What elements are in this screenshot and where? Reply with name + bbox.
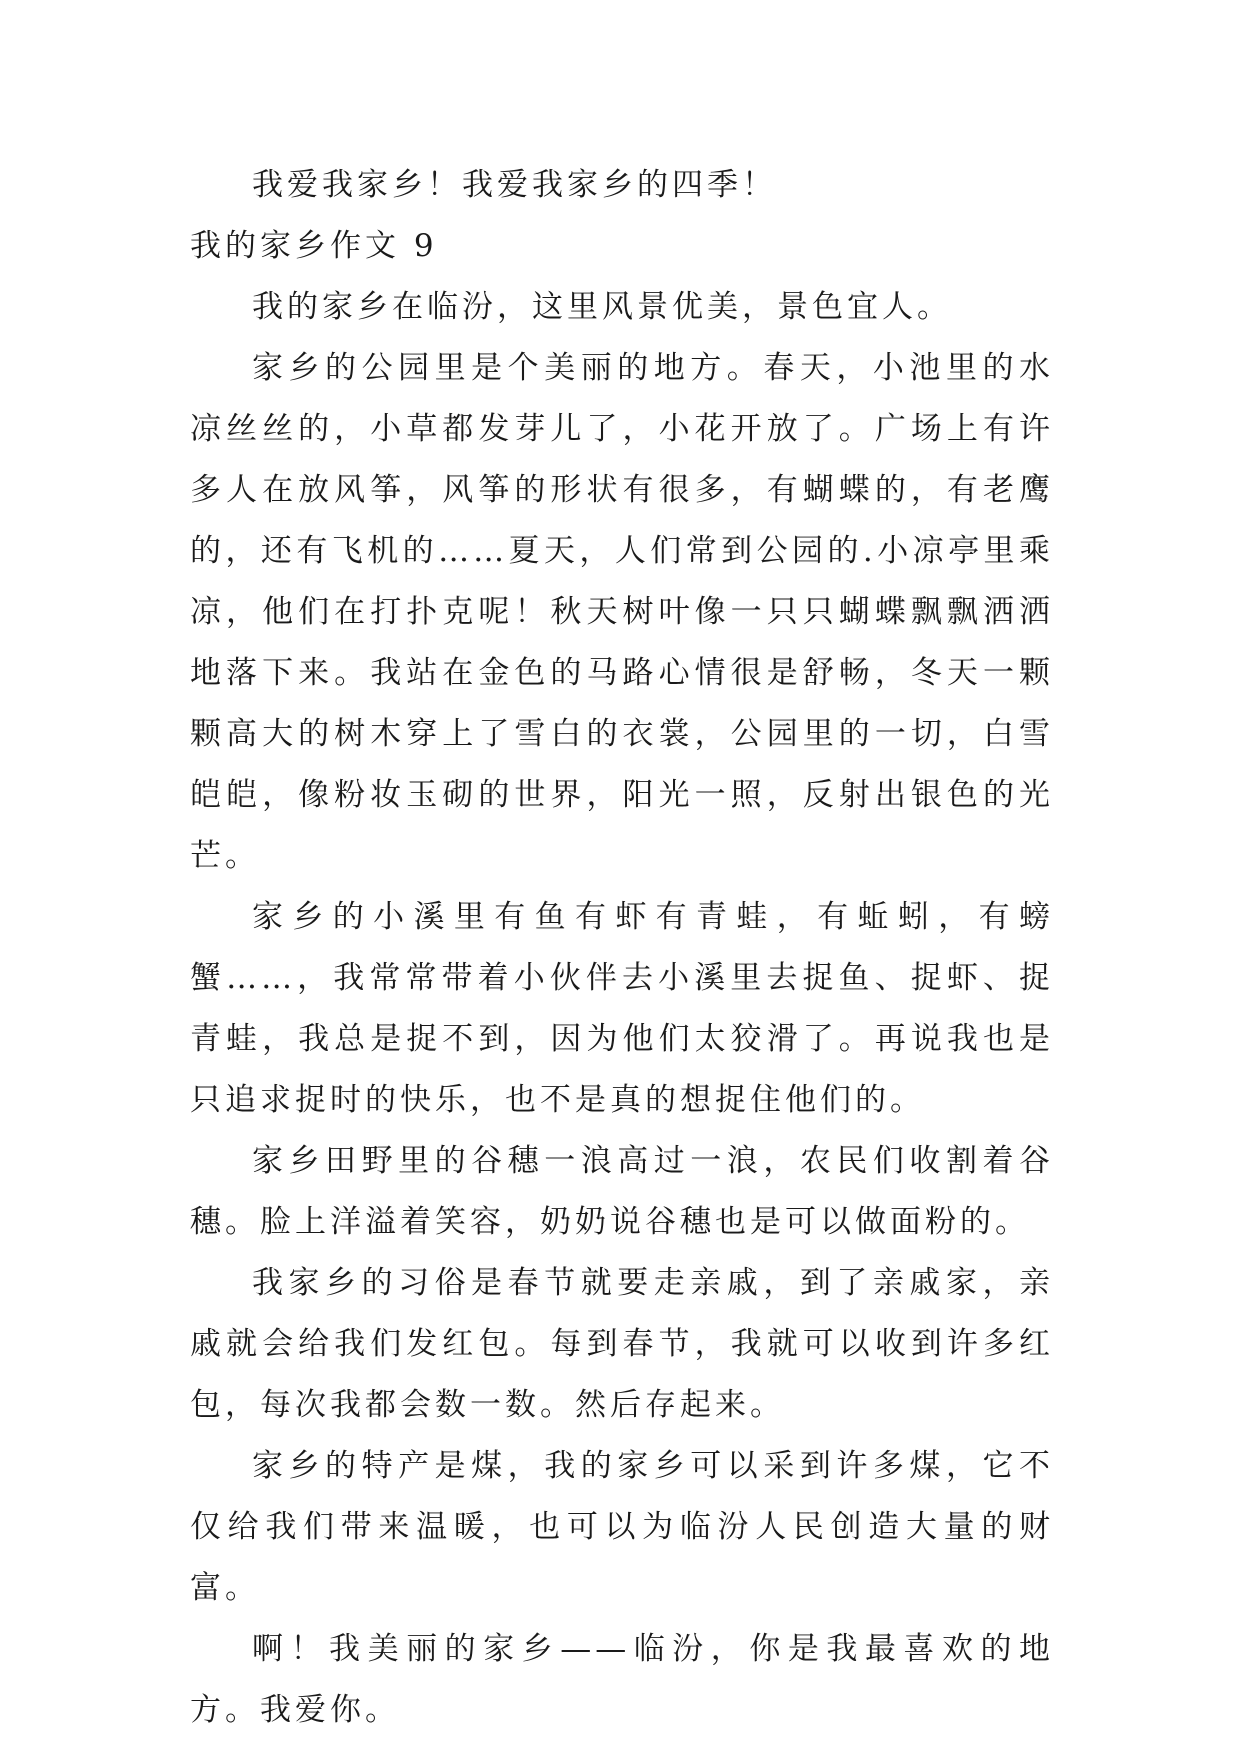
paragraph: 家乡的公园里是个美丽的地方。春天，小池里的水凉丝丝的，小草都发芽儿了，小花开放了。广场上有许多人在放风筝，风筝的形状有很多，有蝴蝶的，有老鹰的，还有飞机的……夏天，人们常到公园的.小凉亭里乘凉，他们在打扑克呢！秋天树叶像一只只蝴蝶飘飘洒洒地落下来。我站在金色的马路心情很是舒畅，冬天一颗颗高大的树木穿上了雪白的衣裳，公园里的一切，白雪皑皑，像粉妆玉砌的世界，阳光一照，反射出银色的光芒。 xyxy=(190,350,1054,874)
essay-heading: 我的家乡作文 9 xyxy=(190,228,438,264)
paragraph: 家乡田野里的谷穗一浪高过一浪，农民们收割着谷穗。脸上洋溢着笑容，奶奶说谷穗也是可以做面粉的。 xyxy=(190,1143,1054,1240)
document-body xyxy=(190,155,1054,1741)
paragraph: 家乡的小溪里有鱼有虾有青蛙，有蚯蚓，有螃蟹……，我常常带着小伙伴去小溪里去捉鱼、捉虾、捉青蛙，我总是捉不到，因为他们太狡滑了。再说我也是只追求捉时的快乐，也不是真的想捉住他们的。 xyxy=(190,899,1054,1118)
paragraph: 我的家乡在临汾，这里风景优美，景色宜人。 xyxy=(252,289,952,325)
paragraph: 啊！我美丽的家乡——临汾，你是我最喜欢的地方。我爱你。 xyxy=(190,1631,1054,1728)
paragraph: 我爱我家乡！我爱我家乡的四季！ xyxy=(252,167,777,203)
paragraph: 我家乡的习俗是春节就要走亲戚，到了亲戚家，亲戚就会给我们发红包。每到春节，我就可以收到许多红包，每次我都会数一数。然后存起来。 xyxy=(190,1265,1054,1423)
paragraph: 家乡的特产是煤，我的家乡可以采到许多煤，它不仅给我们带来温暖，也可以为临汾人民创造大量的财富。 xyxy=(190,1448,1054,1606)
